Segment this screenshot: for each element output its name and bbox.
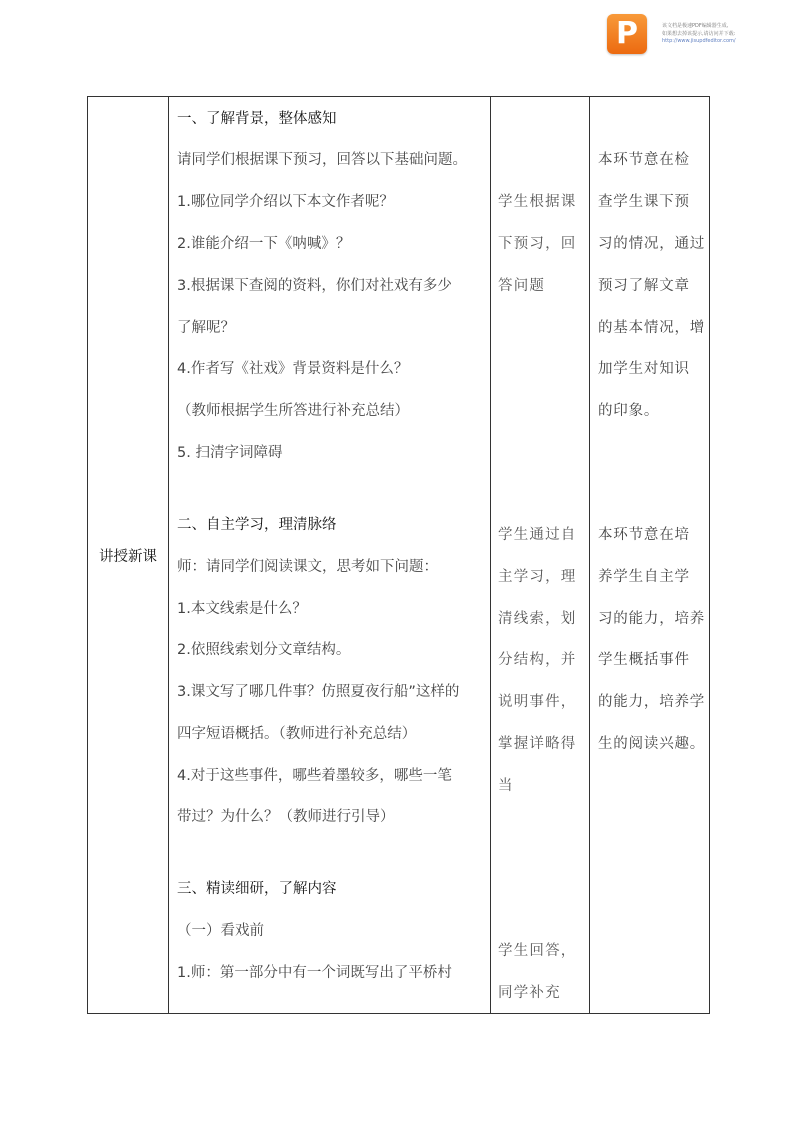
student-line: 说明事件，	[498, 694, 577, 710]
section-heading-3: 三、精读细研，了解内容	[177, 881, 337, 897]
teacher-line: 1.本文线索是什么？	[177, 601, 307, 617]
teacher-activity-cell	[169, 97, 491, 1014]
student-line: 清线索，划	[498, 611, 577, 627]
student-line: 学生回答，	[498, 943, 577, 959]
teacher-line: 四字短语概括。（教师进行补充总结）	[177, 726, 417, 742]
teacher-line: 师：请同学们阅读课文，思考如下问题：	[177, 559, 438, 575]
teacher-line: 了解呢？	[177, 320, 235, 336]
design-intent-cell	[590, 97, 710, 1014]
student-line: 主学习，理	[498, 569, 577, 585]
student-line: 学生通过自	[498, 527, 577, 543]
watermark-line-1: 该文档是极速PDF编辑器生成,	[662, 23, 729, 29]
intent-line: 习的能力，培养	[598, 611, 706, 627]
pdf-editor-logo-icon: P	[607, 14, 647, 54]
student-line: 答问题	[498, 278, 546, 294]
student-line: 下预习，回	[498, 236, 577, 252]
stage-label: 讲授新课	[99, 548, 157, 565]
intent-line: 本环节意在检	[598, 152, 690, 168]
teacher-line: 请同学们根据课下预习，回答以下基础问题。	[177, 152, 467, 168]
teacher-line: 带过？为什么？（教师进行引导）	[177, 809, 395, 825]
intent-line: 预习了解文章	[598, 278, 690, 294]
student-line: 当	[498, 778, 514, 794]
watermark-line-2: 如果想去掉该提示,请访问并下载:	[662, 30, 736, 37]
teacher-line: 3.课文写了哪几件事？仿照夏夜行船”这样的	[177, 684, 460, 700]
teacher-line: 3.根据课下查阅的资料，你们对社戏有多少	[177, 278, 452, 294]
intent-line: 的印象。	[598, 403, 660, 419]
intent-line: 养学生自主学	[598, 569, 690, 585]
student-line: 同学补充	[498, 985, 561, 1001]
teacher-line: 1.哪位同学介绍以下本文作者呢？	[177, 194, 394, 210]
teacher-line: （一）看戏前	[177, 923, 264, 939]
student-line: 分结构，并	[498, 652, 577, 668]
student-line: 学生根据课	[498, 194, 577, 210]
intent-line: 本环节意在培	[598, 527, 690, 543]
watermark-url: http://www.jisupdfeditor.com/	[662, 38, 736, 44]
stage-cell	[88, 97, 169, 1014]
teacher-line: 4.对于这些事件，哪些着墨较多，哪些一笔	[177, 768, 452, 784]
teacher-line: 1.师：第一部分中有一个词既写出了平桥村	[177, 965, 452, 981]
intent-line: 学生概括事件	[598, 652, 690, 668]
teacher-line: 4.作者写《社戏》背景资料是什么？	[177, 361, 409, 377]
section-heading-1: 一、了解背景，整体感知	[177, 111, 337, 127]
intent-line: 习的情况，通过	[598, 236, 706, 252]
watermark-notice	[662, 23, 736, 46]
intent-line: 加学生对知识	[598, 361, 690, 377]
teacher-line: （教师根据学生所答进行补充总结）	[177, 403, 409, 419]
student-activity-cell	[491, 97, 590, 1014]
teacher-line: 2.谁能介绍一下《呐喊》？	[177, 236, 351, 252]
teacher-line: 5. 扫清字词障碍	[177, 445, 283, 461]
teacher-line: 2.依照线索划分文章结构。	[177, 642, 351, 658]
lesson-plan-table	[87, 96, 710, 1014]
student-line: 掌握详略得	[498, 736, 577, 752]
intent-line: 的能力，培养学	[598, 694, 706, 710]
intent-line: 查学生课下预	[598, 194, 690, 210]
intent-line: 生的阅读兴趣。	[598, 736, 706, 752]
section-heading-2: 二、自主学习，理清脉络	[177, 517, 337, 533]
pdf-editor-watermark	[607, 14, 792, 60]
intent-line: 的基本情况，增	[598, 320, 706, 336]
table-row	[88, 97, 710, 1014]
